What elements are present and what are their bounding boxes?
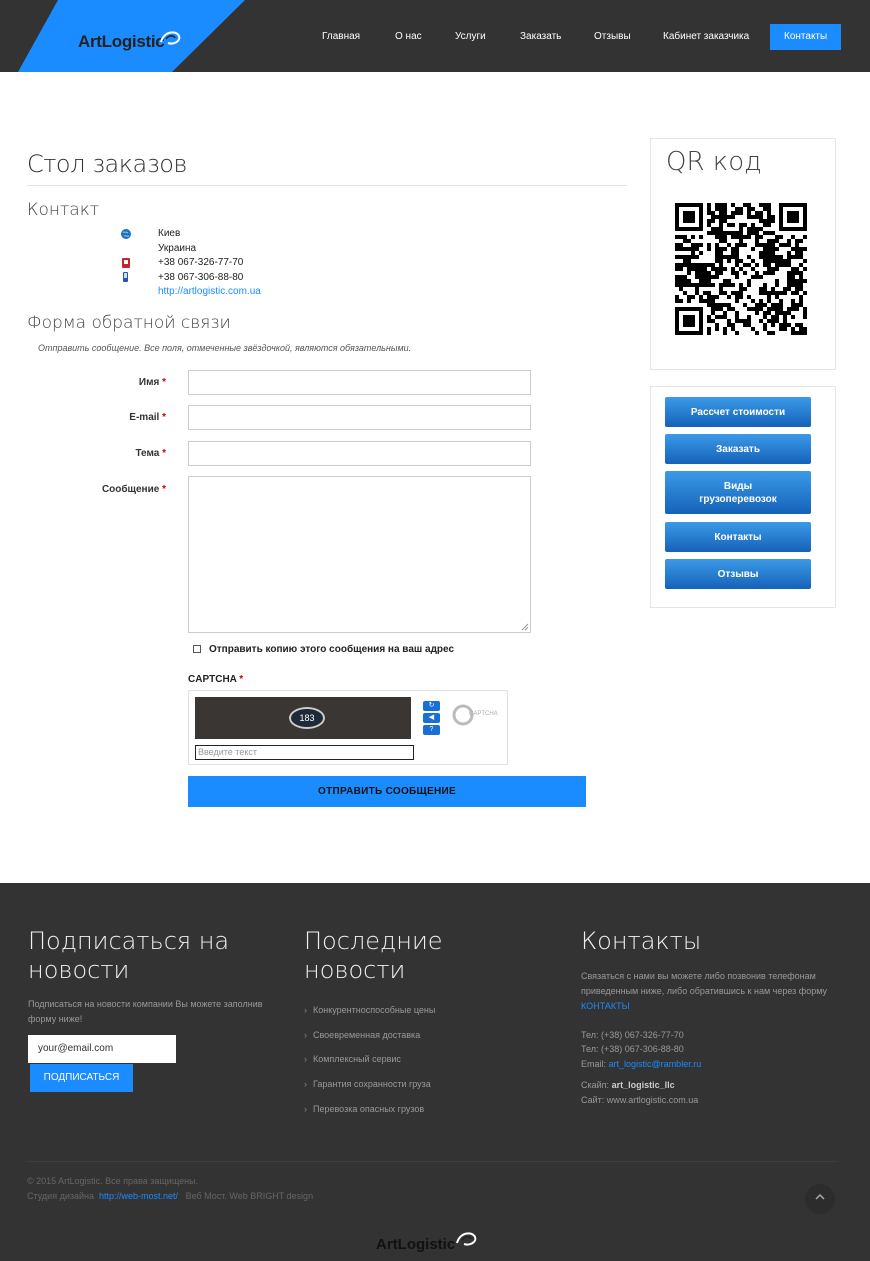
menu-reviews[interactable]: Отзывы bbox=[665, 559, 811, 589]
captcha-brand: CAPTCHA bbox=[469, 711, 498, 717]
subscribe-heading: Подписаться на новости bbox=[28, 927, 230, 984]
subscribe-button[interactable]: ПОДПИСАТЬСЯ bbox=[30, 1064, 133, 1092]
footer-email: Email: art_logistic@rambler.ru bbox=[581, 1059, 702, 1069]
form-note: Отправить сообщение. Все поля, отмеченные звёздочкой, являются обязательными. bbox=[38, 343, 412, 353]
email-input[interactable] bbox=[188, 405, 531, 430]
site-header bbox=[0, 0, 870, 72]
footer-email-link[interactable]: art_logistic@rambler.ru bbox=[608, 1059, 702, 1069]
contact-heading: Контакт bbox=[27, 200, 100, 220]
send-message-button[interactable]: ОТПРАВИТЬ СООБЩЕНИЕ bbox=[188, 776, 586, 807]
captcha-code: 183 bbox=[289, 707, 325, 729]
chevron-right-icon: › bbox=[304, 1104, 307, 1114]
copyright: © 2015 ArtLogistic. Все права защищены. Студия дизайна http://web-most.net/ Веб Мост. Web BRIGHT design bbox=[27, 1176, 314, 1201]
chevron-right-icon: › bbox=[304, 1054, 307, 1064]
send-copy-option[interactable] bbox=[193, 644, 454, 655]
title-divider bbox=[27, 185, 627, 186]
contact-details bbox=[158, 227, 261, 300]
news-item[interactable]: › Гарантия сохранности груза bbox=[304, 1079, 431, 1089]
subject-input[interactable] bbox=[188, 441, 531, 466]
captcha-label: CAPTCHA * bbox=[188, 674, 244, 685]
nav-services[interactable]: Услуги bbox=[455, 31, 486, 42]
scroll-to-top-button[interactable] bbox=[805, 1184, 835, 1214]
nav-contacts[interactable]: Контакты bbox=[770, 24, 841, 50]
contact-country: Украина bbox=[158, 242, 197, 254]
footer-skype: Скайп: art_logistic_llc bbox=[581, 1080, 675, 1090]
chevron-right-icon: › bbox=[304, 1030, 307, 1040]
message-textarea[interactable] bbox=[188, 476, 531, 633]
subscribe-text: Подписаться на новости компании Вы можете заполнив форму ниже! bbox=[28, 999, 263, 1024]
nav-about[interactable]: О нас bbox=[395, 31, 422, 42]
footer-site: Сайт: www.artlogistic.com.ua bbox=[581, 1095, 699, 1105]
news-item[interactable]: › Комплексный сервис bbox=[304, 1054, 401, 1064]
footer-contacts-heading: Контакты bbox=[581, 927, 702, 955]
nav-reviews[interactable]: Отзывы bbox=[594, 31, 631, 42]
menu-cargo-types[interactable]: Виды грузоперевозок bbox=[665, 471, 811, 514]
contact-city: Киев bbox=[158, 228, 181, 239]
footer-logo[interactable]: ArtLogistic bbox=[376, 1236, 456, 1253]
footer-logo-swoosh-icon bbox=[454, 1229, 478, 1249]
feedback-form-heading: Форма обратной связи bbox=[27, 313, 231, 333]
footer-tel-2: Тел: (+38) 067-306-88-80 bbox=[581, 1044, 684, 1054]
globe-icon bbox=[120, 228, 132, 240]
main-nav bbox=[0, 24, 870, 50]
send-copy-label: Отправить копию этого сообщения на ваш адрес bbox=[209, 644, 455, 655]
captcha-audio-icon[interactable]: ◀ bbox=[423, 713, 440, 723]
name-input[interactable] bbox=[188, 370, 531, 395]
captcha-input[interactable]: Введите текст bbox=[195, 745, 414, 760]
news-item[interactable]: › Конкурентноспособные цены bbox=[304, 1005, 436, 1015]
contact-phone-2: +38 067-306-88-80 bbox=[158, 271, 244, 283]
site-footer bbox=[0, 883, 870, 1261]
menu-cost-calculation[interactable]: Рассчет стоимости bbox=[665, 397, 811, 427]
email-label: E-mail * bbox=[129, 412, 166, 423]
sidebar-menu bbox=[650, 386, 836, 608]
nav-home[interactable]: Главная bbox=[322, 31, 361, 42]
nav-order[interactable]: Заказать bbox=[520, 31, 562, 42]
subject-label: Тема * bbox=[135, 448, 166, 459]
contacts-form-link[interactable]: КОНТАКТЫ bbox=[581, 1001, 630, 1011]
chevron-right-icon: › bbox=[304, 1079, 307, 1089]
name-label: Имя * bbox=[138, 377, 166, 388]
nav-customer-cabinet[interactable]: Кабинет заказчика bbox=[663, 31, 750, 42]
captcha-help-icon[interactable]: ? bbox=[423, 725, 440, 735]
qr-title: QR код bbox=[666, 147, 762, 177]
contact-phone-1: +38 067-326-77-70 bbox=[158, 257, 244, 268]
phone-icon bbox=[120, 257, 132, 269]
captcha-refresh-icon[interactable]: ↻ bbox=[423, 701, 440, 711]
captcha-widget bbox=[188, 690, 508, 765]
resize-handle-icon[interactable] bbox=[521, 623, 529, 631]
send-copy-checkbox[interactable] bbox=[193, 645, 201, 653]
news-item[interactable]: › Перевозка опасных грузов bbox=[304, 1104, 425, 1114]
message-label: Сообщение * bbox=[101, 484, 166, 495]
qr-code-panel bbox=[650, 138, 836, 370]
chevron-right-icon: › bbox=[304, 1005, 307, 1015]
qr-code-image bbox=[675, 201, 811, 339]
news-item[interactable]: › Своевременная доставка bbox=[304, 1030, 421, 1040]
chevron-up-icon bbox=[815, 1193, 825, 1201]
menu-contacts[interactable]: Контакты bbox=[665, 522, 811, 552]
footer-tel-1: Тел: (+38) 067-326-77-70 bbox=[581, 1030, 684, 1040]
captcha-image bbox=[195, 697, 411, 739]
studio-link[interactable]: http://web-most.net/ bbox=[99, 1191, 179, 1201]
news-heading: Последние новости bbox=[304, 927, 443, 984]
footer-contacts-text: Связаться с нами вы можете либо позвонив телефонам приведенным ниже, либо обратившись к нам через форму КОНТАКТЫ bbox=[581, 971, 827, 1011]
footer-divider bbox=[27, 1161, 837, 1162]
contact-website-link[interactable]: http://artlogistic.com.ua bbox=[158, 286, 261, 297]
mobile-icon bbox=[120, 271, 132, 283]
subscribe-email-input[interactable]: your@email.com bbox=[28, 1035, 176, 1063]
page-title: Стол заказов bbox=[27, 150, 187, 178]
site-logo[interactable]: ArtLogistic bbox=[78, 32, 165, 51]
menu-order[interactable]: Заказать bbox=[665, 434, 811, 464]
